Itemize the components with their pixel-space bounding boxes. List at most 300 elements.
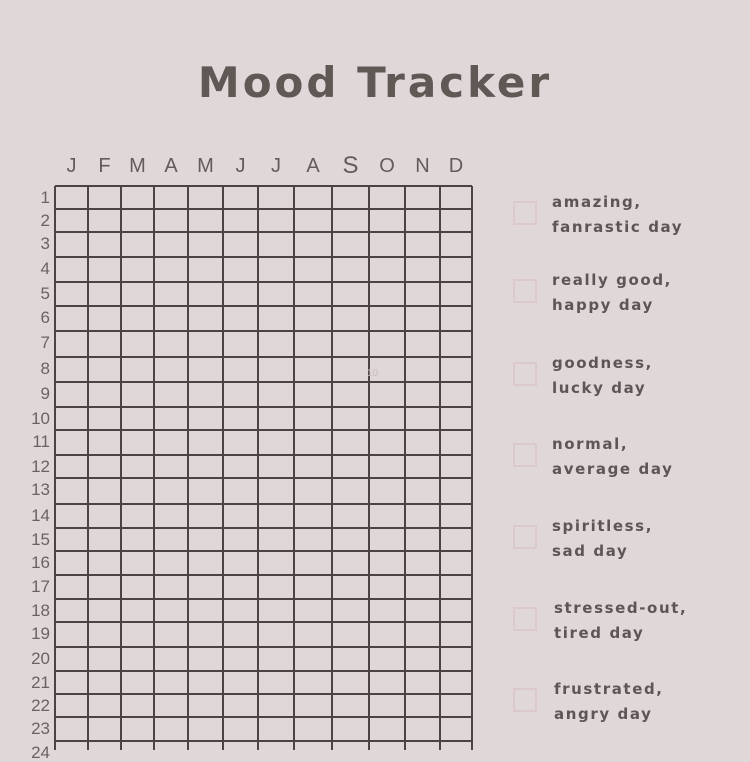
mood-cell[interactable] xyxy=(333,648,368,670)
mood-cell[interactable] xyxy=(295,505,331,527)
mood-cell[interactable] xyxy=(441,210,471,231)
mood-cell[interactable] xyxy=(259,718,293,740)
mood-cell[interactable] xyxy=(122,332,153,356)
mood-cell[interactable] xyxy=(89,258,120,281)
mood-cell[interactable] xyxy=(333,672,368,693)
mood-cell[interactable] xyxy=(333,456,368,477)
mood-cell[interactable] xyxy=(155,431,187,454)
mood-cell[interactable] xyxy=(89,431,120,454)
mood-cell[interactable] xyxy=(406,529,439,550)
mood-cell[interactable] xyxy=(370,623,404,646)
mood-cell[interactable] xyxy=(441,307,471,330)
mood-cell[interactable] xyxy=(189,672,222,693)
legend-checkbox[interactable] xyxy=(513,607,537,631)
mood-cell[interactable] xyxy=(295,187,331,208)
mood-cell[interactable] xyxy=(370,408,404,429)
mood-cell[interactable] xyxy=(370,742,404,749)
mood-cell[interactable] xyxy=(224,742,257,749)
mood-cell[interactable] xyxy=(259,672,293,693)
mood-cell[interactable] xyxy=(89,672,120,693)
mood-cell[interactable] xyxy=(89,187,120,208)
day-label: 12 xyxy=(31,457,50,476)
mood-cell[interactable] xyxy=(224,648,257,670)
mood-cell[interactable] xyxy=(441,576,471,598)
mood-cell[interactable] xyxy=(122,456,153,477)
legend-checkbox[interactable] xyxy=(513,201,537,225)
month-header xyxy=(55,152,472,181)
mood-cell[interactable] xyxy=(224,431,257,454)
mood-cell[interactable] xyxy=(333,623,368,646)
mood-cell[interactable] xyxy=(441,358,471,381)
mood-cell[interactable] xyxy=(333,479,368,503)
mood-cell[interactable] xyxy=(89,505,120,527)
mood-cell[interactable] xyxy=(89,479,120,503)
mood-cell[interactable] xyxy=(259,623,293,646)
mood-cell[interactable] xyxy=(406,456,439,477)
mood-cell[interactable] xyxy=(259,529,293,550)
mood-cell[interactable] xyxy=(259,408,293,429)
mood-cell[interactable] xyxy=(259,576,293,598)
mood-cell[interactable] xyxy=(189,623,222,646)
mood-cell[interactable] xyxy=(259,383,293,406)
mood-cell[interactable] xyxy=(122,431,153,454)
mood-cell[interactable] xyxy=(333,718,368,740)
legend-checkbox[interactable] xyxy=(513,279,537,303)
mood-cell[interactable] xyxy=(259,505,293,527)
mood-cell[interactable] xyxy=(189,600,222,621)
mood-cell[interactable] xyxy=(155,233,187,256)
mood-cell[interactable] xyxy=(56,456,87,477)
mood-cell[interactable] xyxy=(189,383,222,406)
mood-cell[interactable] xyxy=(122,718,153,740)
mood-cell[interactable] xyxy=(406,307,439,330)
mood-cell[interactable] xyxy=(441,187,471,208)
mood-cell[interactable] xyxy=(155,718,187,740)
mood-cell[interactable] xyxy=(56,283,87,305)
mood-cell[interactable] xyxy=(406,576,439,598)
mood-cell[interactable] xyxy=(370,383,404,406)
mood-cell[interactable] xyxy=(370,187,404,208)
mood-cell[interactable] xyxy=(295,576,331,598)
mood-cell[interactable] xyxy=(155,529,187,550)
mood-cell[interactable] xyxy=(370,431,404,454)
mood-cell[interactable] xyxy=(122,742,153,749)
mood-cell[interactable] xyxy=(89,456,120,477)
legend-label xyxy=(552,190,683,240)
mood-cell[interactable] xyxy=(122,187,153,208)
mood-cell[interactable] xyxy=(189,187,222,208)
mood-cell[interactable] xyxy=(122,695,153,716)
mood-cell[interactable] xyxy=(370,505,404,527)
mood-cell[interactable] xyxy=(259,210,293,231)
mood-cell[interactable] xyxy=(406,431,439,454)
mood-cell[interactable] xyxy=(259,258,293,281)
mood-cell[interactable] xyxy=(441,623,471,646)
mood-cell[interactable] xyxy=(122,358,153,381)
mood-cell[interactable] xyxy=(122,672,153,693)
mood-cell[interactable] xyxy=(155,307,187,330)
mood-cell[interactable] xyxy=(224,505,257,527)
mood-cell[interactable] xyxy=(155,383,187,406)
mood-cell[interactable] xyxy=(189,233,222,256)
mood-cell[interactable] xyxy=(295,283,331,305)
mood-cell[interactable] xyxy=(370,456,404,477)
mood-cell[interactable] xyxy=(295,233,331,256)
mood-cell[interactable] xyxy=(406,383,439,406)
mood-cell[interactable] xyxy=(406,210,439,231)
mood-cell[interactable] xyxy=(189,258,222,281)
mood-cell[interactable] xyxy=(122,600,153,621)
mood-cell[interactable] xyxy=(224,307,257,330)
legend-checkbox[interactable] xyxy=(513,688,537,712)
mood-cell[interactable] xyxy=(406,479,439,503)
mood-cell[interactable] xyxy=(259,307,293,330)
mood-cell[interactable] xyxy=(295,307,331,330)
mood-cell[interactable] xyxy=(89,233,120,256)
mood-cell[interactable] xyxy=(259,600,293,621)
mood-cell[interactable] xyxy=(189,529,222,550)
mood-cell[interactable] xyxy=(406,695,439,716)
mood-cell[interactable] xyxy=(370,233,404,256)
mood-cell[interactable] xyxy=(295,529,331,550)
mood-cell[interactable] xyxy=(441,456,471,477)
mood-cell[interactable] xyxy=(406,332,439,356)
mood-cell[interactable] xyxy=(295,456,331,477)
mood-cell[interactable] xyxy=(441,552,471,574)
mood-cell[interactable] xyxy=(155,552,187,574)
mood-cell[interactable] xyxy=(122,648,153,670)
mood-cell[interactable] xyxy=(224,258,257,281)
mood-cell[interactable] xyxy=(155,283,187,305)
mood-cell[interactable] xyxy=(89,695,120,716)
mood-cell[interactable] xyxy=(333,552,368,574)
mood-cell[interactable] xyxy=(56,383,87,406)
mood-cell[interactable] xyxy=(122,529,153,550)
mood-cell[interactable] xyxy=(122,383,153,406)
mood-cell[interactable] xyxy=(189,695,222,716)
mood-cell[interactable] xyxy=(333,358,368,381)
mood-cell[interactable] xyxy=(224,552,257,574)
mood-cell[interactable] xyxy=(89,600,120,621)
mood-cell[interactable] xyxy=(441,505,471,527)
mood-cell[interactable] xyxy=(406,552,439,574)
mood-cell[interactable] xyxy=(189,552,222,574)
mood-cell[interactable] xyxy=(370,648,404,670)
mood-cell[interactable] xyxy=(189,210,222,231)
mood-cell[interactable] xyxy=(89,623,120,646)
mood-cell[interactable] xyxy=(224,623,257,646)
mood-cell[interactable] xyxy=(406,718,439,740)
mood-cell[interactable] xyxy=(56,258,87,281)
mood-cell[interactable] xyxy=(224,332,257,356)
mood-cell[interactable] xyxy=(333,529,368,550)
mood-cell[interactable] xyxy=(370,552,404,574)
mood-cell[interactable] xyxy=(89,283,120,305)
mood-cell[interactable] xyxy=(333,258,368,281)
mood-cell[interactable] xyxy=(89,307,120,330)
mood-cell[interactable] xyxy=(333,600,368,621)
mood-cell[interactable] xyxy=(155,600,187,621)
mood-cell[interactable] xyxy=(89,648,120,670)
mood-cell[interactable] xyxy=(155,648,187,670)
mood-cell[interactable] xyxy=(406,233,439,256)
mood-cell[interactable] xyxy=(259,479,293,503)
mood-cell[interactable] xyxy=(122,233,153,256)
mood-cell[interactable] xyxy=(189,742,222,749)
mood-cell[interactable] xyxy=(259,332,293,356)
mood-cell[interactable] xyxy=(259,358,293,381)
mood-cell[interactable] xyxy=(56,505,87,527)
mood-cell[interactable] xyxy=(89,742,120,749)
mood-cell[interactable] xyxy=(122,552,153,574)
mood-cell[interactable] xyxy=(441,431,471,454)
mood-cell[interactable] xyxy=(224,718,257,740)
mood-cell[interactable] xyxy=(295,718,331,740)
mood-cell[interactable] xyxy=(441,408,471,429)
mood-cell[interactable] xyxy=(189,358,222,381)
legend-checkbox[interactable] xyxy=(513,443,537,467)
mood-cell[interactable] xyxy=(56,408,87,429)
mood-cell[interactable] xyxy=(370,307,404,330)
mood-cell[interactable] xyxy=(295,600,331,621)
mood-cell[interactable] xyxy=(56,233,87,256)
mood-cell[interactable] xyxy=(122,210,153,231)
mood-cell[interactable] xyxy=(370,210,404,231)
mood-cell[interactable] xyxy=(441,648,471,670)
mood-cell[interactable] xyxy=(224,233,257,256)
mood-cell[interactable] xyxy=(189,505,222,527)
mood-cell[interactable] xyxy=(295,210,331,231)
mood-cell[interactable] xyxy=(370,283,404,305)
mood-cell[interactable] xyxy=(441,383,471,406)
mood-cell[interactable] xyxy=(370,332,404,356)
mood-cell[interactable] xyxy=(333,408,368,429)
mood-cell[interactable] xyxy=(56,332,87,356)
mood-cell[interactable] xyxy=(333,505,368,527)
mood-cell[interactable] xyxy=(155,210,187,231)
mood-cell[interactable] xyxy=(406,258,439,281)
mood-cell[interactable] xyxy=(295,332,331,356)
mood-cell[interactable] xyxy=(295,408,331,429)
mood-cell[interactable] xyxy=(441,742,471,749)
mood-cell[interactable] xyxy=(56,718,87,740)
mood-cell[interactable] xyxy=(295,431,331,454)
mood-cell[interactable] xyxy=(224,600,257,621)
mood-cell[interactable] xyxy=(224,358,257,381)
mood-cell[interactable] xyxy=(189,332,222,356)
mood-cell[interactable] xyxy=(56,695,87,716)
mood-cell[interactable] xyxy=(259,742,293,749)
mood-cell[interactable] xyxy=(189,648,222,670)
mood-cell[interactable] xyxy=(406,600,439,621)
mood-cell[interactable] xyxy=(370,479,404,503)
mood-cell[interactable] xyxy=(441,283,471,305)
mood-cell[interactable] xyxy=(155,695,187,716)
mood-cell[interactable] xyxy=(370,672,404,693)
mood-cell[interactable] xyxy=(295,383,331,406)
mood-cell[interactable] xyxy=(56,529,87,550)
mood-cell[interactable] xyxy=(56,307,87,330)
mood-cell[interactable] xyxy=(155,742,187,749)
mood-cell[interactable] xyxy=(89,332,120,356)
mood-cell[interactable] xyxy=(56,672,87,693)
mood-cell[interactable] xyxy=(224,187,257,208)
mood-cell[interactable] xyxy=(56,623,87,646)
mood-cell[interactable] xyxy=(56,576,87,598)
mood-cell[interactable] xyxy=(406,505,439,527)
mood-cell[interactable] xyxy=(122,576,153,598)
mood-cell[interactable] xyxy=(122,258,153,281)
mood-cell[interactable] xyxy=(333,742,368,749)
mood-cell[interactable] xyxy=(155,358,187,381)
mood-cell[interactable] xyxy=(406,283,439,305)
mood-cell[interactable] xyxy=(89,210,120,231)
mood-cell[interactable] xyxy=(189,718,222,740)
mood-cell[interactable] xyxy=(295,258,331,281)
mood-cell[interactable] xyxy=(56,431,87,454)
mood-cell[interactable] xyxy=(224,408,257,429)
mood-cell[interactable] xyxy=(333,307,368,330)
mood-cell[interactable] xyxy=(333,332,368,356)
mood-cell[interactable] xyxy=(333,695,368,716)
mood-cell[interactable] xyxy=(122,307,153,330)
mood-cell[interactable] xyxy=(122,505,153,527)
mood-cell[interactable] xyxy=(370,529,404,550)
mood-cell[interactable] xyxy=(441,600,471,621)
mood-cell[interactable] xyxy=(259,233,293,256)
mood-cell[interactable] xyxy=(259,283,293,305)
mood-cell[interactable] xyxy=(155,479,187,503)
mood-cell[interactable] xyxy=(224,529,257,550)
mood-cell[interactable] xyxy=(441,479,471,503)
mood-cell[interactable] xyxy=(295,672,331,693)
mood-cell[interactable] xyxy=(441,332,471,356)
mood-cell[interactable] xyxy=(441,718,471,740)
mood-cell[interactable] xyxy=(189,307,222,330)
mood-cell[interactable] xyxy=(56,600,87,621)
mood-cell[interactable] xyxy=(155,187,187,208)
mood-cell[interactable] xyxy=(89,718,120,740)
mood-cell[interactable] xyxy=(259,695,293,716)
mood-cell[interactable] xyxy=(56,742,87,749)
mood-cell[interactable] xyxy=(259,456,293,477)
mood-cell[interactable] xyxy=(56,648,87,670)
mood-cell[interactable] xyxy=(295,358,331,381)
mood-cell[interactable] xyxy=(295,648,331,670)
mood-cell[interactable] xyxy=(224,672,257,693)
mood-cell[interactable] xyxy=(189,456,222,477)
mood-cell[interactable] xyxy=(333,431,368,454)
mood-cell[interactable] xyxy=(155,505,187,527)
mood-cell[interactable] xyxy=(441,529,471,550)
mood-cell[interactable] xyxy=(295,552,331,574)
mood-cell[interactable] xyxy=(122,283,153,305)
mood-cell[interactable] xyxy=(122,623,153,646)
mood-cell[interactable] xyxy=(155,332,187,356)
mood-cell[interactable] xyxy=(56,552,87,574)
mood-cell[interactable] xyxy=(189,408,222,429)
mood-cell[interactable] xyxy=(56,187,87,208)
mood-cell[interactable] xyxy=(155,672,187,693)
mood-cell[interactable] xyxy=(441,258,471,281)
mood-cell[interactable] xyxy=(56,479,87,503)
mood-cell[interactable] xyxy=(259,552,293,574)
mood-cell[interactable] xyxy=(189,576,222,598)
mood-cell[interactable] xyxy=(406,187,439,208)
mood-cell[interactable] xyxy=(56,210,87,231)
mood-cell[interactable] xyxy=(370,718,404,740)
mood-cell[interactable] xyxy=(224,210,257,231)
mood-cell[interactable] xyxy=(295,479,331,503)
mood-cell[interactable] xyxy=(224,695,257,716)
mood-cell[interactable] xyxy=(333,283,368,305)
mood-cell[interactable] xyxy=(155,408,187,429)
mood-cell[interactable] xyxy=(333,187,368,208)
mood-cell[interactable] xyxy=(89,358,120,381)
legend-checkbox[interactable] xyxy=(513,525,537,549)
mood-cell[interactable] xyxy=(441,233,471,256)
legend-checkbox[interactable] xyxy=(513,362,537,386)
mood-cell[interactable] xyxy=(224,479,257,503)
mood-cell[interactable] xyxy=(155,576,187,598)
mood-cell[interactable] xyxy=(406,408,439,429)
mood-cell[interactable] xyxy=(89,383,120,406)
mood-cell[interactable] xyxy=(224,456,257,477)
mood-cell[interactable] xyxy=(224,283,257,305)
mood-cell[interactable] xyxy=(224,383,257,406)
mood-cell[interactable] xyxy=(155,456,187,477)
mood-cell[interactable] xyxy=(406,358,439,381)
mood-cell[interactable] xyxy=(333,383,368,406)
mood-cell[interactable] xyxy=(333,233,368,256)
mood-cell[interactable] xyxy=(370,576,404,598)
mood-cell[interactable] xyxy=(122,479,153,503)
mood-cell[interactable] xyxy=(370,258,404,281)
mood-cell[interactable] xyxy=(406,742,439,749)
mood-cell[interactable] xyxy=(259,187,293,208)
mood-cell[interactable] xyxy=(406,648,439,670)
mood-cell[interactable] xyxy=(406,623,439,646)
mood-cell[interactable] xyxy=(441,695,471,716)
mood-cell[interactable] xyxy=(370,695,404,716)
mood-cell[interactable] xyxy=(89,529,120,550)
mood-cell[interactable] xyxy=(259,648,293,670)
mood-cell[interactable] xyxy=(89,576,120,598)
mood-cell[interactable] xyxy=(224,576,257,598)
mood-cell[interactable] xyxy=(56,358,87,381)
day-label: 1 xyxy=(40,188,50,207)
mood-cell[interactable] xyxy=(370,600,404,621)
mood-cell[interactable] xyxy=(189,431,222,454)
mood-cell[interactable] xyxy=(333,210,368,231)
mood-cell[interactable] xyxy=(89,552,120,574)
mood-cell[interactable] xyxy=(89,408,120,429)
mood-cell[interactable] xyxy=(122,408,153,429)
mood-cell[interactable] xyxy=(295,695,331,716)
mood-cell[interactable] xyxy=(295,742,331,749)
mood-cell[interactable] xyxy=(155,258,187,281)
mood-cell[interactable] xyxy=(333,576,368,598)
mood-cell[interactable] xyxy=(295,623,331,646)
mood-cell[interactable] xyxy=(406,672,439,693)
mood-cell[interactable] xyxy=(155,623,187,646)
mood-cell[interactable] xyxy=(259,431,293,454)
mood-cell[interactable] xyxy=(441,672,471,693)
mood-cell[interactable] xyxy=(189,283,222,305)
mood-grid xyxy=(55,186,472,750)
month-label: A xyxy=(164,155,178,177)
mood-cell[interactable] xyxy=(189,479,222,503)
